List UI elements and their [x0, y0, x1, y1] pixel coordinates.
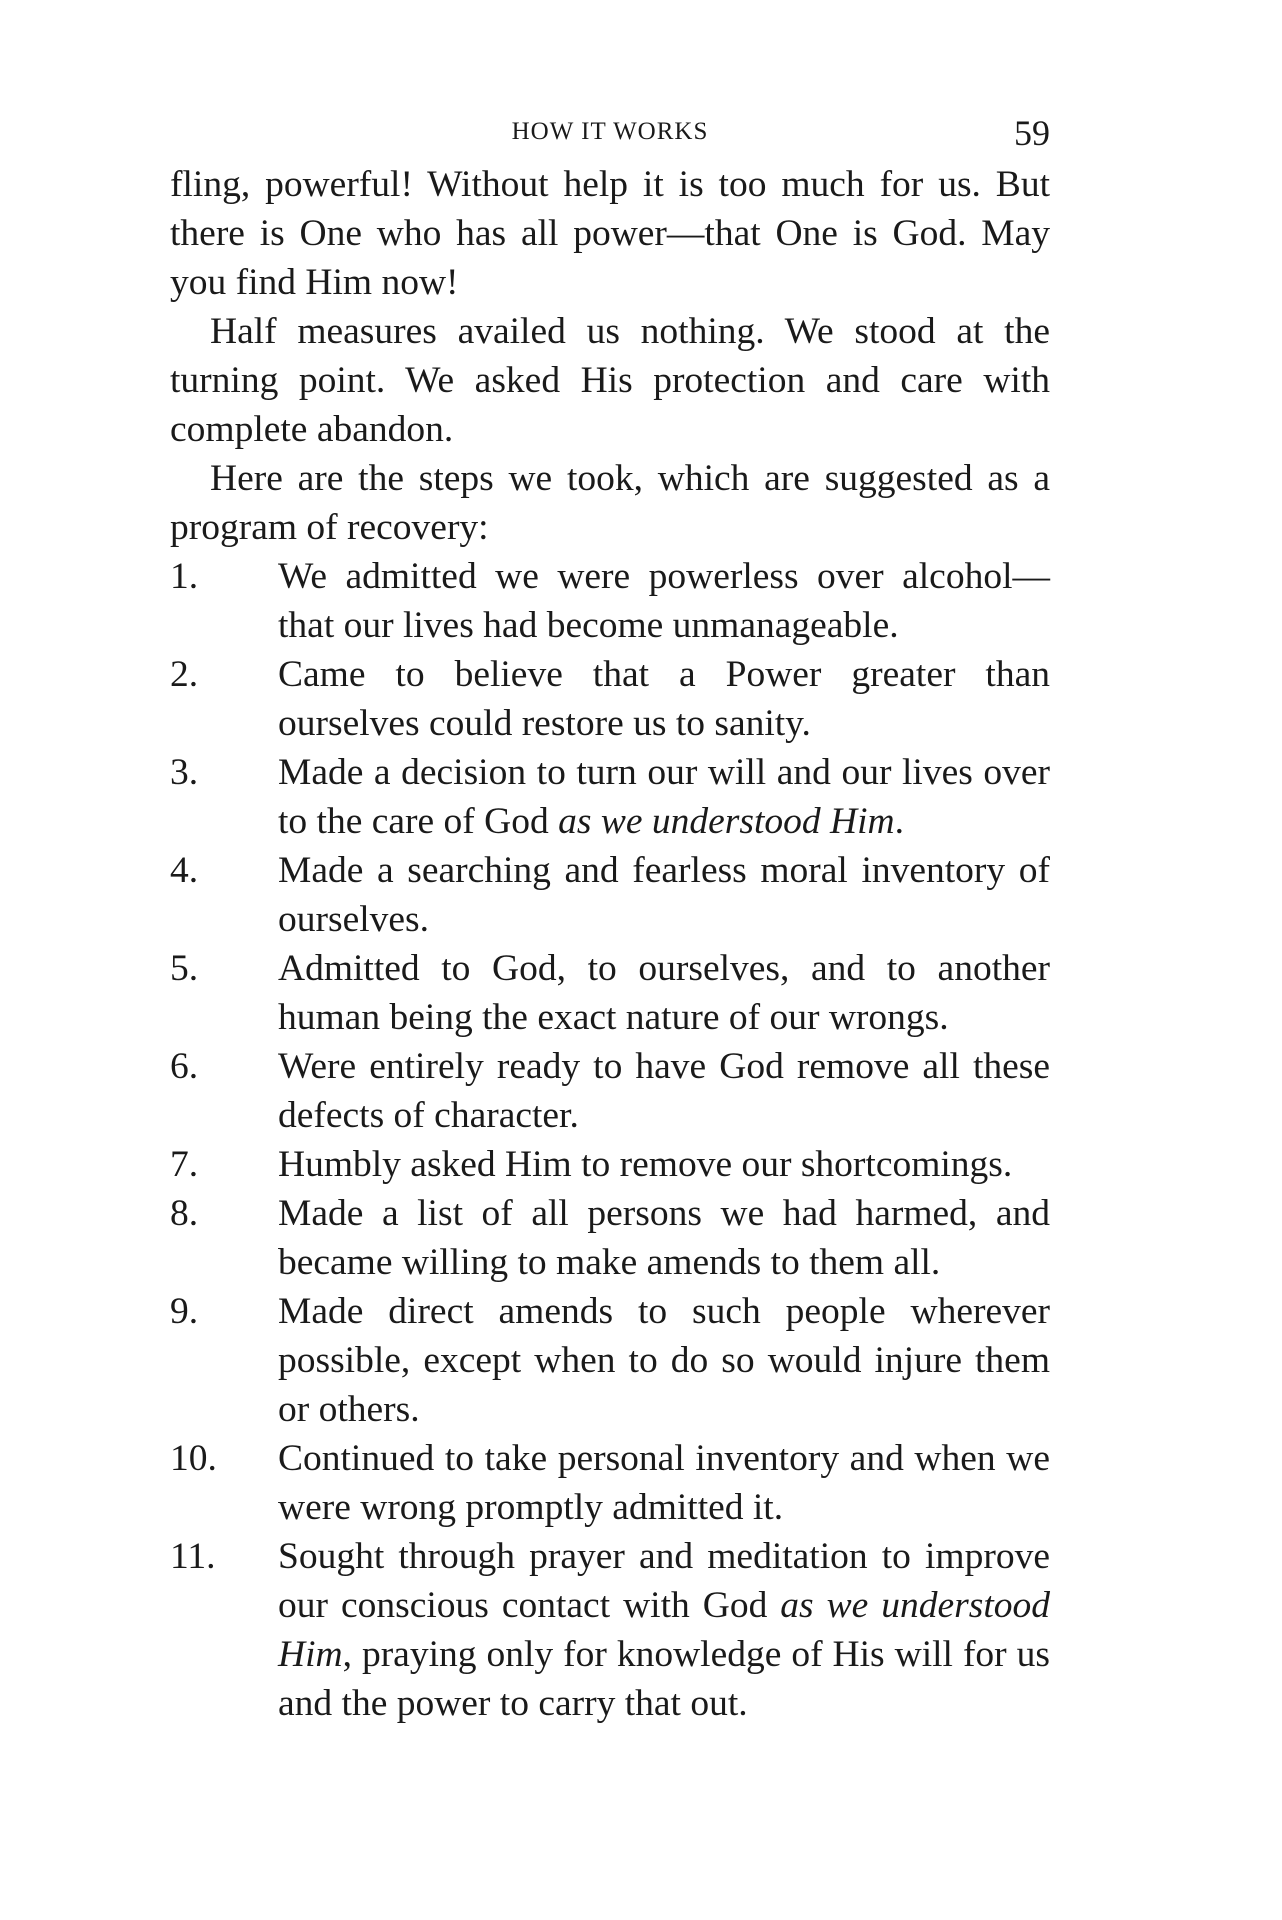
body-text [170, 160, 1050, 1728]
page-number: 59 [1014, 113, 1050, 153]
step-number: 5. [170, 948, 199, 989]
step-item [170, 1140, 1050, 1189]
step-number: 2. [170, 654, 199, 695]
book-page [170, 112, 1050, 1728]
step-number: 9. [170, 1291, 199, 1332]
step-text: Continued to take personal inventory and when we were wrong promptly admitted it. [278, 1438, 1050, 1528]
step-text: Came to believe that a Power greater than ourselves could restore us to sanity. [278, 654, 1050, 744]
step-text: Made a list of all persons we had harmed, and became willing to make amends to them all. [278, 1193, 1050, 1283]
step-number: 10. [170, 1438, 217, 1479]
step-number: 6. [170, 1046, 199, 1087]
step-item [170, 944, 1050, 1042]
step-text: Admitted to God, to ourselves, and to another human being the exact nature of our wrongs. [278, 948, 1050, 1038]
step-item [170, 1042, 1050, 1140]
paragraph: Here are the steps we took, which are suggested as a program of recovery: [170, 458, 1050, 548]
step-text: Were entirely ready to have God remove all these defects of character. [278, 1046, 1050, 1136]
step-item [170, 650, 1050, 748]
paragraph: fling, powerful! Without help it is too much for us. But there is One who has all power—that One is God. May you find Him now! [170, 164, 1050, 303]
step-number: 7. [170, 1144, 199, 1185]
step-text: We admitted we were powerless over alcohol—that our lives had become unmanageable. [278, 556, 1050, 646]
step-item [170, 846, 1050, 944]
step-number: 3. [170, 752, 199, 793]
step-item [170, 552, 1050, 650]
step-text: Made a searching and fearless moral inventory of ourselves. [278, 850, 1050, 940]
step-text: Humbly asked Him to remove our shortcomings. [278, 1144, 1013, 1185]
step-item [170, 1189, 1050, 1287]
step-number: 11. [170, 1536, 216, 1577]
step-item [170, 1532, 1050, 1728]
step-italic: as we understood Him [278, 1585, 1051, 1675]
step-number: 1. [170, 556, 199, 597]
step-item [170, 748, 1050, 846]
step-number: 4. [170, 850, 199, 891]
step-item [170, 1287, 1050, 1434]
running-head [170, 112, 1050, 160]
step-text: Made a decision to turn our will and our lives over to the care of God as we understood Him. [278, 752, 1050, 842]
running-title: HOW IT WORKS [511, 118, 709, 145]
step-italic: as we understood Him [558, 801, 895, 842]
step-number: 8. [170, 1193, 199, 1234]
step-text: Sought through prayer and meditation to improve our conscious contact with God as we understood Him, praying only for knowledge of His will for us and the power to carry that out. [278, 1536, 1051, 1724]
step-item [170, 1434, 1050, 1532]
step-text: Made direct amends to such people wherever possible, except when to do so would injure them or others. [278, 1291, 1050, 1430]
twelve-steps-list [170, 552, 1050, 1728]
paragraph: Half measures availed us nothing. We stood at the turning point. We asked His protection and care with complete abandon. [170, 311, 1050, 450]
